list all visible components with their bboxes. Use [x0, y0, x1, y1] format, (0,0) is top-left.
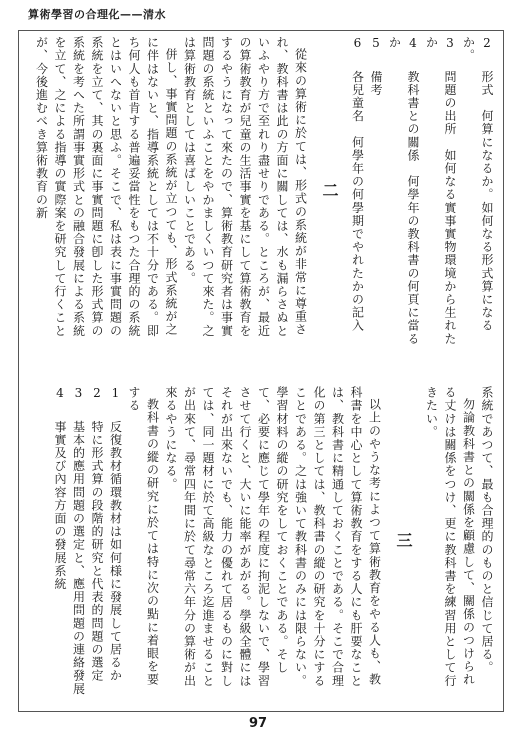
list-item: 5 備考: [369, 36, 383, 97]
list-item: 3 問題の出所 如何なる實事實物環境から生れたか: [424, 36, 457, 346]
page-number: 97: [248, 716, 268, 731]
list-item: 6 各兒童名 何學年の何學期でやれたかの記入: [350, 36, 365, 333]
top-text-block: [24, 36, 496, 346]
list-item: 3 基本的應用問題の選定と、應用問題の連絡發展: [71, 386, 86, 696]
paragraph: 教科書の縱の研究に於ては特に次の點に着眼を要する: [127, 386, 160, 687]
paragraph: 勿論教科書との關係を顧慮して、關係のつけられる丈けは關係をつけ、更に教科書を練習用として行きたい。: [424, 386, 476, 688]
bottom-text-block: [24, 386, 496, 696]
paragraph: 以上のやうな考によつて算術教育をやる人も、教科書を中心として算術教育をする人にも肝要なことは、教科書に精通しておくことである。そこで合理化の第三としては、教科書の縱の研究を十分にすることである。之は強いて教科書のみには限らない。學習材料の縱の研究をしておくことである。そして、必要に應じて學年の程度に拘泥しないで、學習させて行くと、大いに能率があがる。學級全體にはそれが出來ないでも、能力の優れて居るものに對しては、同一題材に於て高級なところ迄進ませることが出來て、尋常四年間に於て尋常六年分の算術が出來るやうになる。: [164, 386, 382, 688]
running-header: 算術學習の合理化——清水: [28, 8, 166, 21]
list-item: 1 反復教材循環教材は如何様に發展して居るか: [108, 386, 123, 683]
list-item: 4 教科書との關係 何學年の教科書の何頁に當るか: [387, 36, 420, 346]
paragraph: 從來の算術に於ては、形式の系統が非常に尊重され、教科書は此の方面に關しては、水も漏らさぬといふやり方で至れり盡せりである。ところが、最近の算術教育が兒童の生活事實を基にして算術教育をするやうになって來たので、算術教育研究者は事實問題の系統といふことをやかましくいつて來た。之は算術教育としては喜ばしいことである。: [182, 36, 308, 338]
paragraph: 併し、事實問題の系統が立つても、形式系統が之に伴はないと、指導系統としては不十分である。即ち何人も首肯する普遍妥當性をもつた合理的の系統とはいへないと思ふ。そこで、私は表に事實問題の系統を立て、其の裏面に事實問題に卽した形式算の系統を考へた所謂事實形式との融合發展による系統を立て、之による指導の實際案を研究して行くことが、今後進むべき算術教育の新: [34, 36, 178, 338]
section-heading: 二: [320, 182, 339, 200]
list-item: 2 形式 何算になるか。如何なる形式算になるか。: [461, 36, 494, 333]
paragraph: 系統であつて、最も合理的のものと信じて居る。: [480, 386, 494, 675]
list-item: 2 特に形式算の段階的研究と代表的問題の選定: [90, 386, 104, 683]
section-heading: 三: [394, 532, 413, 550]
list-item: 4 事實及び內容方面の發展系統: [53, 386, 67, 591]
